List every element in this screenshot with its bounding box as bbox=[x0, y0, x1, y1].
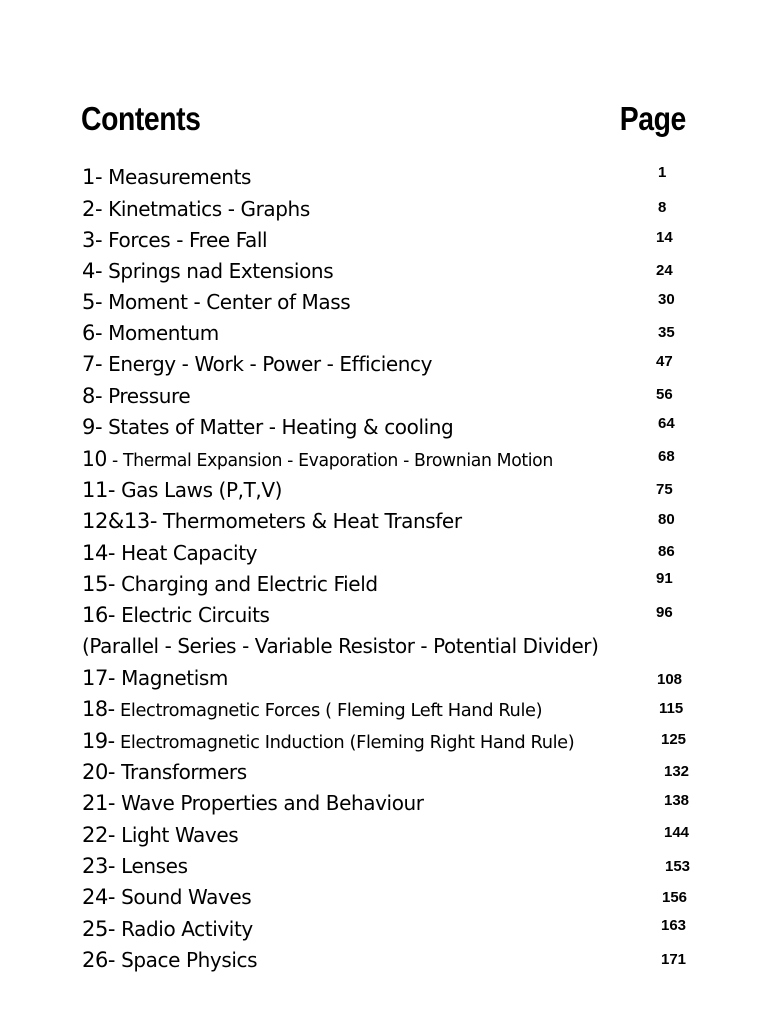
toc-entry-page-number: 56 bbox=[656, 386, 673, 403]
toc-entry-number: 15- bbox=[82, 572, 116, 596]
toc-entry-number: 20- bbox=[82, 760, 116, 784]
toc-entry-text: Electric Circuits bbox=[121, 603, 270, 627]
toc-entry bbox=[0, 820, 768, 851]
toc-entry bbox=[0, 225, 768, 256]
toc-entry-text: Space Physics bbox=[121, 948, 258, 972]
toc-entry-title bbox=[82, 538, 257, 569]
toc-entry-number: 14- bbox=[82, 541, 116, 565]
toc-entry-title bbox=[82, 631, 598, 662]
toc-entry-title bbox=[82, 945, 257, 976]
toc-entry-title bbox=[82, 694, 542, 726]
toc-entry bbox=[0, 945, 768, 976]
toc-entry-page-number: 30 bbox=[658, 291, 675, 308]
toc-entry bbox=[0, 569, 768, 600]
toc-entry-page-number: 156 bbox=[662, 889, 688, 906]
toc-entry-page-number: 80 bbox=[658, 511, 675, 528]
toc-entry-number: 6- bbox=[82, 321, 103, 345]
toc-entry bbox=[0, 287, 768, 318]
toc-entry-page-number: 108 bbox=[657, 671, 683, 688]
toc-entry-number: 22- bbox=[82, 823, 116, 847]
toc-entry bbox=[0, 538, 768, 569]
toc-entry-title bbox=[82, 349, 432, 380]
toc-entry-page-number: 163 bbox=[661, 917, 687, 934]
toc-entry-page-number: 132 bbox=[664, 763, 690, 780]
toc-entry-title bbox=[82, 256, 333, 287]
contents-heading: Contents bbox=[81, 100, 201, 137]
toc-entry-page-number: 91 bbox=[656, 570, 673, 587]
toc-entry bbox=[0, 600, 768, 631]
toc-entry-page-number: 47 bbox=[656, 353, 673, 370]
toc-entry-page-number: 24 bbox=[656, 262, 673, 279]
toc-entry-title bbox=[82, 600, 270, 631]
toc-entry-number: 7- bbox=[82, 352, 103, 376]
toc-entry-text: Moment - Center of Mass bbox=[108, 290, 351, 314]
toc-entry-number: 17- bbox=[82, 666, 116, 690]
toc-entry-number: 24- bbox=[82, 885, 116, 909]
toc-entry-page-number: 35 bbox=[658, 324, 675, 341]
toc-entry-text: Thermometers & Heat Transfer bbox=[162, 509, 462, 533]
toc-entry-page-number: 171 bbox=[661, 951, 687, 968]
toc-entry bbox=[0, 694, 768, 725]
toc-entry bbox=[0, 256, 768, 287]
toc-entry-text: Magnetism bbox=[121, 666, 228, 690]
toc-entry-text: Kinetmatics - Graphs bbox=[108, 197, 310, 221]
toc-entry-text: Gas Laws (P,T,V) bbox=[121, 478, 283, 502]
toc-entry-text: Sound Waves bbox=[121, 885, 252, 909]
toc-entry-number: 2- bbox=[82, 197, 103, 221]
toc-entry bbox=[0, 882, 768, 913]
toc-entry bbox=[0, 475, 768, 506]
toc-entry-title bbox=[82, 851, 188, 882]
toc-entry bbox=[0, 788, 768, 819]
toc-entry-title bbox=[82, 444, 553, 476]
toc-entry-title bbox=[82, 475, 282, 506]
toc-entry-title bbox=[82, 194, 310, 225]
page-heading: Page bbox=[619, 100, 686, 137]
toc-entry-number: 5- bbox=[82, 290, 103, 314]
toc-entry-text: Charging and Electric Field bbox=[121, 572, 378, 596]
toc-entry-title bbox=[82, 162, 251, 193]
toc-entry bbox=[0, 726, 768, 757]
toc-entry-number: 16- bbox=[82, 603, 116, 627]
toc-entry-title bbox=[82, 914, 253, 945]
toc-entry-number: 11- bbox=[82, 478, 116, 502]
toc-entry-title bbox=[82, 287, 350, 318]
toc-entry-number: 4- bbox=[82, 259, 103, 283]
toc-entry-title bbox=[82, 412, 453, 443]
toc-entry-text: Energy - Work - Power - Efficiency bbox=[108, 352, 433, 376]
toc-entry-page-number: 125 bbox=[661, 731, 687, 748]
toc-entry-text: (Parallel - Series - Variable Resistor - Potential Divider) bbox=[82, 634, 599, 658]
toc-entry-page-number: 153 bbox=[665, 858, 691, 875]
toc-entry-text: Heat Capacity bbox=[121, 541, 258, 565]
toc-entry bbox=[0, 851, 768, 882]
toc-entry bbox=[0, 757, 768, 788]
toc-entry-text: Measurements bbox=[108, 165, 252, 189]
toc-entry-title bbox=[82, 788, 424, 819]
toc-entry bbox=[0, 444, 768, 475]
toc-entry-number: 10 bbox=[82, 447, 107, 471]
toc-entry-page-number: 8 bbox=[658, 199, 667, 216]
toc-entry-text: Forces - Free Fall bbox=[108, 228, 268, 252]
toc-entry-text: Pressure bbox=[108, 384, 191, 408]
toc-entry bbox=[0, 412, 768, 443]
toc-entry-number: 23- bbox=[82, 854, 116, 878]
toc-entry-text: Radio Activity bbox=[121, 917, 253, 941]
toc-entry-page-number: 68 bbox=[658, 448, 675, 465]
toc-entry-title bbox=[82, 225, 267, 256]
toc-entry-title bbox=[82, 726, 574, 758]
toc-entry-text: Springs nad Extensions bbox=[108, 259, 334, 283]
toc-entry-number: 9- bbox=[82, 415, 103, 439]
toc-entry-text: Light Waves bbox=[121, 823, 239, 847]
toc-entry-number: 1- bbox=[82, 165, 103, 189]
toc-entry bbox=[0, 318, 768, 349]
toc-entry-page-number: 144 bbox=[664, 824, 690, 841]
toc-entry bbox=[0, 663, 768, 694]
toc-entry-text: Electromagnetic Forces ( Fleming Left Hand Rule) bbox=[120, 700, 543, 721]
toc-entry-number: 12&13- bbox=[82, 509, 157, 533]
toc-entry-page-number: 64 bbox=[658, 415, 675, 432]
toc-entry-text: Momentum bbox=[108, 321, 219, 345]
toc-entry-title bbox=[82, 820, 238, 851]
toc-entry-title bbox=[82, 882, 251, 913]
toc-entry-number: 19- bbox=[82, 729, 115, 753]
toc-entry-page-number: 1 bbox=[658, 164, 667, 181]
toc-entry-number: 3- bbox=[82, 228, 103, 252]
toc-entry bbox=[0, 631, 768, 662]
toc-entry-title bbox=[82, 757, 247, 788]
toc-entry-page-number: 138 bbox=[664, 792, 690, 809]
toc-entry bbox=[0, 162, 768, 193]
toc-entry bbox=[0, 381, 768, 412]
toc-entry-title bbox=[82, 318, 219, 349]
toc-entry-number: 18- bbox=[82, 697, 115, 721]
toc-entry-text: - Thermal Expansion - Evaporation - Brownian Motion bbox=[112, 450, 553, 471]
toc-entry-title bbox=[82, 663, 228, 694]
toc-entry-text: Electromagnetic Induction (Fleming Right Hand Rule) bbox=[120, 732, 575, 753]
toc-entry-number: 25- bbox=[82, 917, 116, 941]
toc-entry-text: Wave Properties and Behaviour bbox=[121, 791, 424, 815]
toc-entry-text: Lenses bbox=[121, 854, 188, 878]
toc-entry-title bbox=[82, 506, 462, 537]
toc-entry-number: 26- bbox=[82, 948, 116, 972]
toc-entry bbox=[0, 506, 768, 537]
toc-entry bbox=[0, 194, 768, 225]
toc-entry-page-number: 75 bbox=[656, 481, 673, 498]
toc-entry bbox=[0, 914, 768, 945]
toc-entry-text: States of Matter - Heating & cooling bbox=[108, 415, 454, 439]
toc-entry-page-number: 96 bbox=[656, 604, 673, 621]
toc-entry-number: 21- bbox=[82, 791, 116, 815]
toc-entry-number: 8- bbox=[82, 384, 103, 408]
toc-entry-page-number: 86 bbox=[658, 543, 675, 560]
toc-entry-text: Transformers bbox=[121, 760, 247, 784]
toc-entry-title bbox=[82, 569, 378, 600]
toc-entry-title bbox=[82, 381, 190, 412]
toc-entry-page-number: 14 bbox=[656, 229, 673, 246]
toc-entry bbox=[0, 349, 768, 380]
toc-entry-page-number: 115 bbox=[659, 700, 684, 717]
